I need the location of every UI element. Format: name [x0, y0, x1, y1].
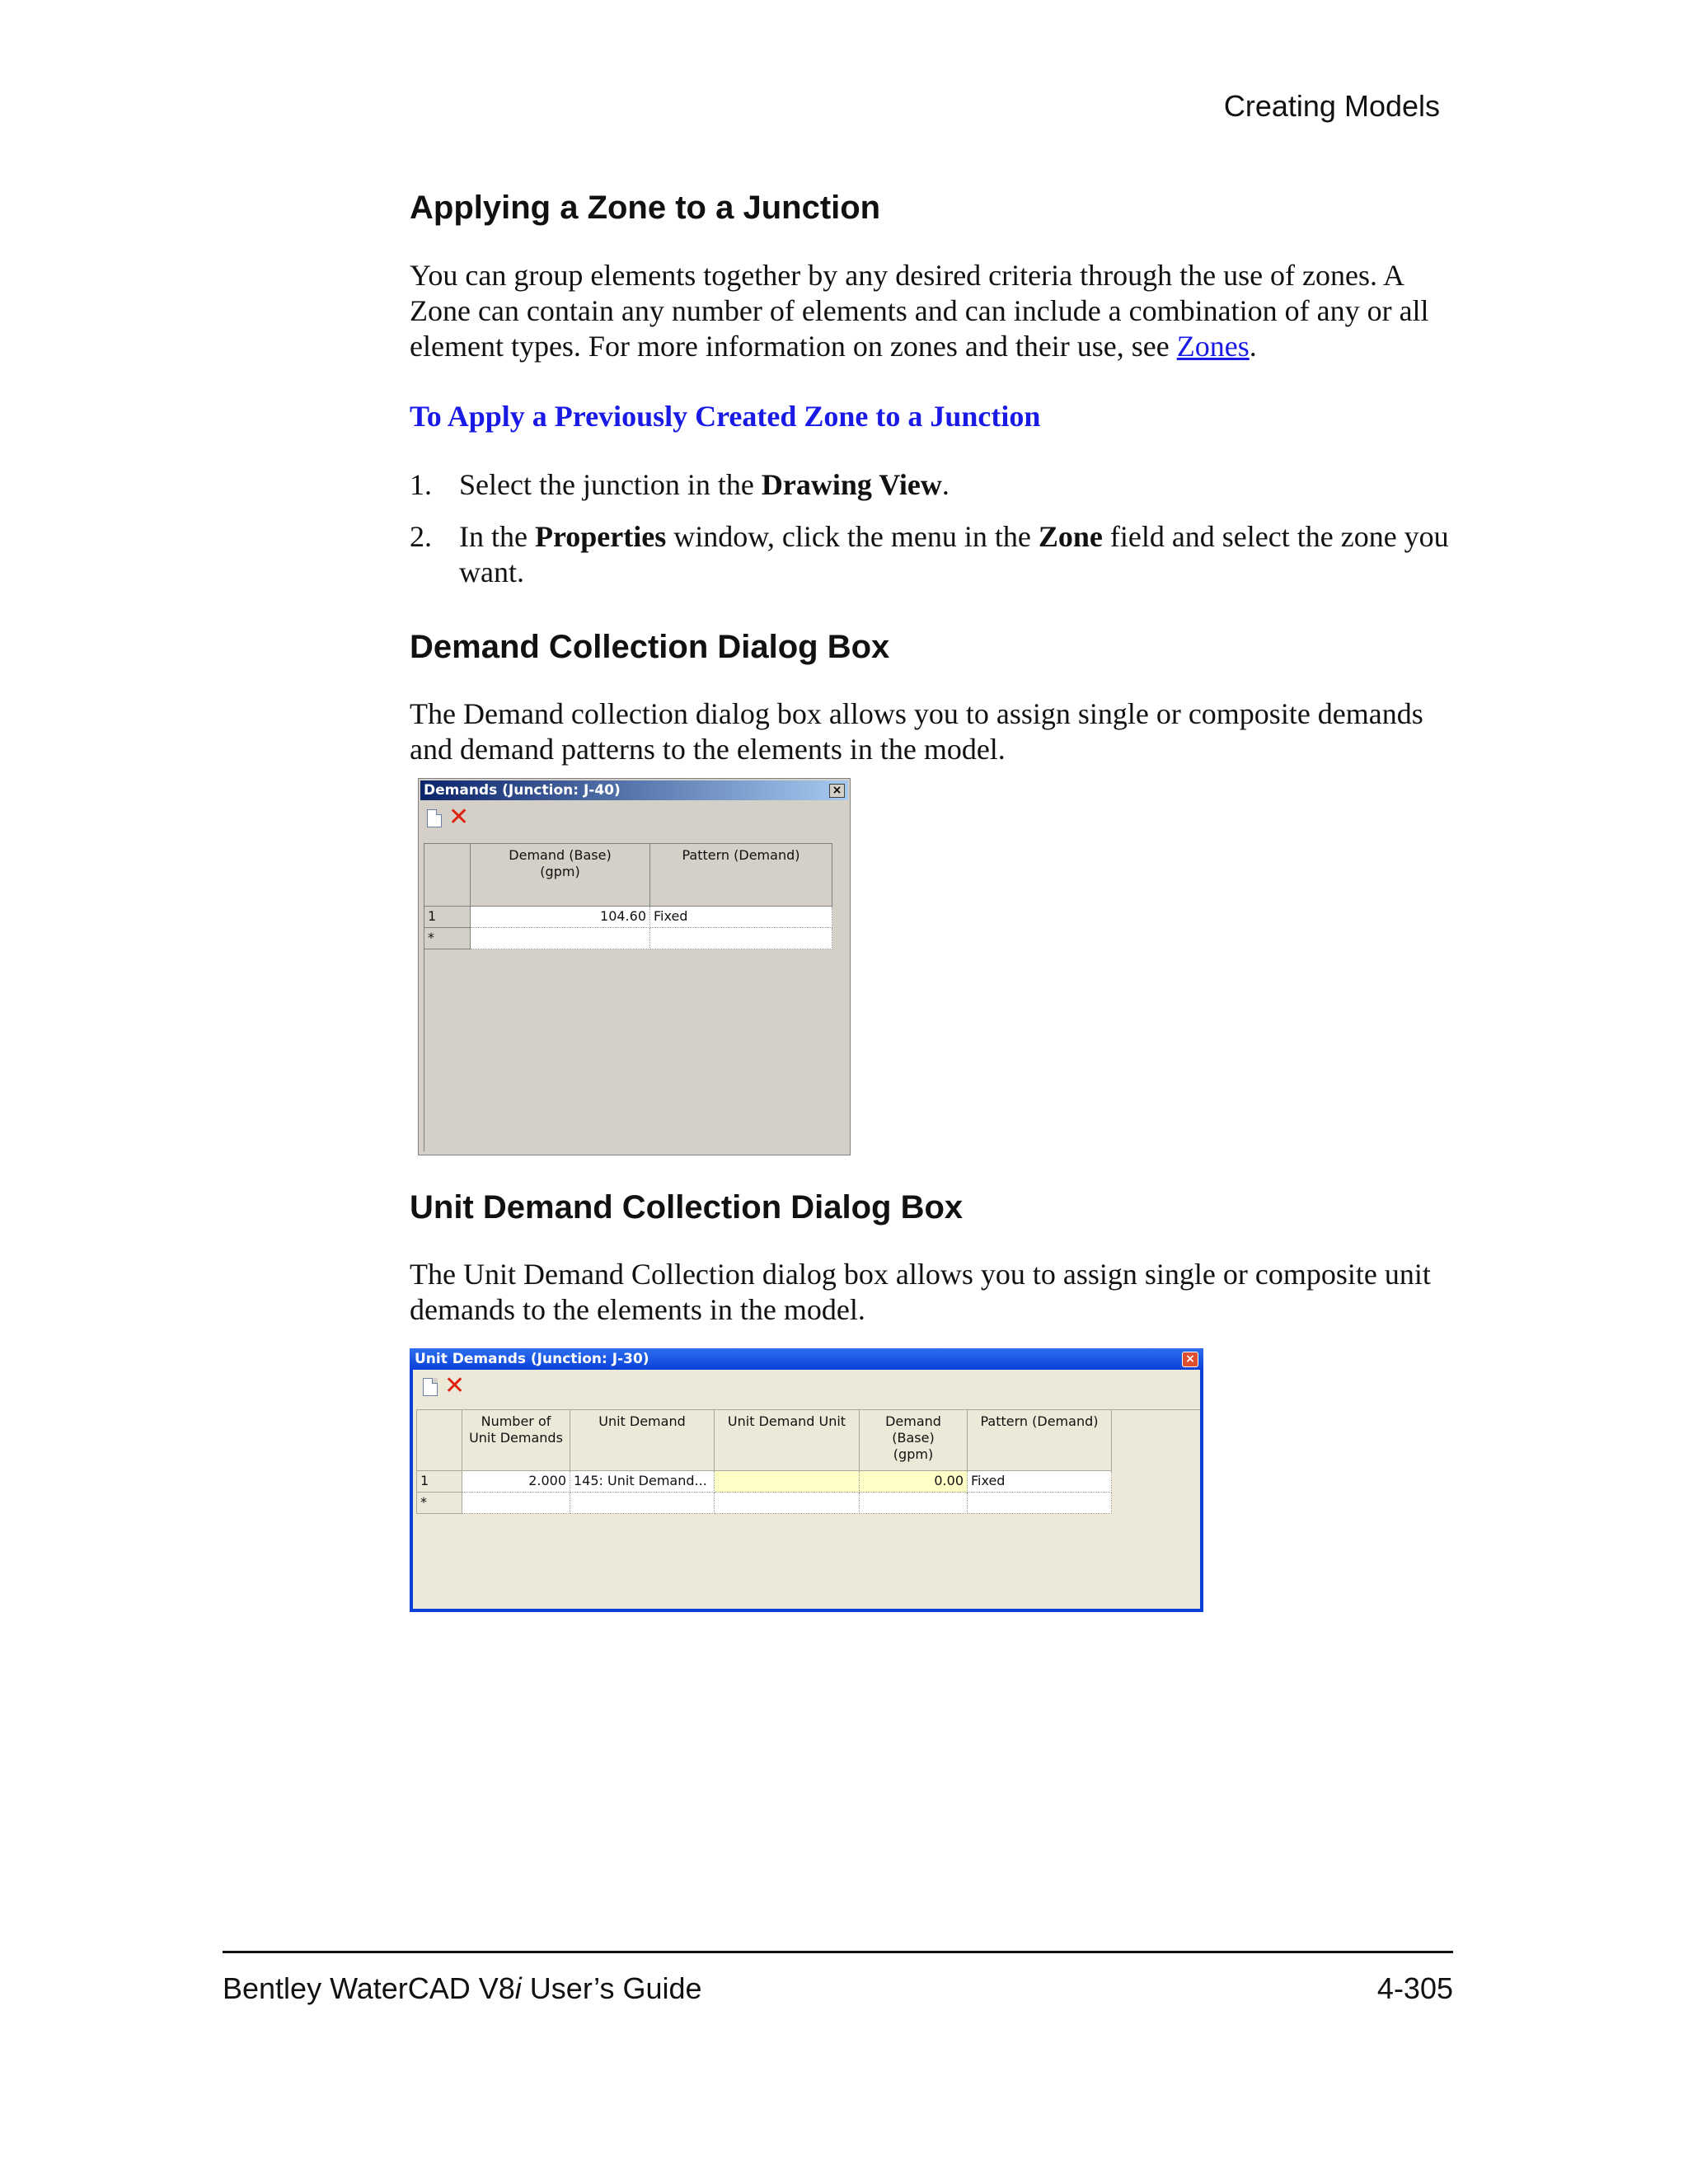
footer-title-part: User’s Guide	[521, 1971, 702, 2005]
section-heading-zone: Applying a Zone to a Junction	[410, 190, 881, 226]
demand-base-cell[interactable]: 104.60	[471, 907, 650, 928]
pattern-cell[interactable]: Fixed	[650, 907, 832, 928]
unit-demand-cell[interactable]: 145: Unit Demand...	[570, 1471, 715, 1493]
section-heading-unit-demand: Unit Demand Collection Dialog Box	[410, 1189, 964, 1226]
column-header-demand-base[interactable]: Demand (Base) (gpm)	[860, 1410, 968, 1471]
column-header-demand-base[interactable]: Demand (Base) (gpm)	[471, 843, 650, 907]
step-ui-term: Drawing View	[761, 468, 942, 501]
delete-x-icon[interactable]: ✕	[444, 1371, 466, 1400]
demands-dialog	[418, 778, 851, 1155]
step-text-part: field and select the zone you want.	[459, 520, 1449, 588]
column-header-pattern[interactable]: Pattern (Demand)	[650, 843, 832, 907]
section-heading-demand: Demand Collection Dialog Box	[410, 629, 890, 665]
zone-intro-text: You can group elements together by any desired criteria through the use of zones. A Zone can contain any number of elements and can include a combination of any or all element types. For more information on zones and their use, see	[410, 259, 1429, 363]
unit-demands-dialog	[410, 1348, 1203, 1612]
demands-grid	[424, 843, 846, 1151]
column-header-unit-demand-unit[interactable]: Unit Demand Unit	[715, 1410, 860, 1471]
step-ui-term: Properties	[534, 520, 667, 553]
step-number: 2.	[410, 520, 432, 553]
grid-corner	[416, 1410, 462, 1471]
number-of-unit-demands-cell[interactable]: 2.000	[462, 1471, 570, 1493]
new-document-icon[interactable]	[423, 1378, 438, 1396]
demand-intro-paragraph: The Demand collection dialog box allows you to assign single or composite demands and demand patterns to the elements in the model.	[410, 697, 1423, 766]
pattern-cell[interactable]	[968, 1493, 1112, 1514]
footer-title-part: Bentley WaterCAD V8	[223, 1971, 515, 2005]
step-text-part: .	[941, 468, 950, 501]
step-text	[459, 467, 1456, 503]
page-number: 4-305	[1376, 1971, 1453, 2005]
footer-title-italic: i	[514, 1971, 522, 2005]
demand-base-cell: 0.00	[860, 1471, 968, 1493]
dialog-title-bar[interactable]	[420, 780, 848, 800]
running-head: Creating Models	[1223, 89, 1440, 123]
pattern-cell[interactable]	[650, 928, 832, 949]
unit-demand-intro-paragraph: The Unit Demand Collection dialog box allows you to assign single or composite unit demands to the elements in the model.	[410, 1258, 1431, 1326]
column-header-pattern[interactable]: Pattern (Demand)	[968, 1410, 1112, 1471]
unit-demand-cell[interactable]	[570, 1493, 715, 1514]
new-document-icon[interactable]	[427, 809, 442, 827]
close-icon[interactable]: ×	[1182, 1352, 1198, 1367]
dialog-title: Demands (Junction: J-40)	[424, 782, 621, 799]
new-row-header[interactable]: *	[424, 928, 471, 949]
pattern-cell[interactable]: Fixed	[968, 1471, 1112, 1493]
unit-demand-unit-cell	[715, 1471, 860, 1493]
footer-rule	[223, 1951, 1453, 1953]
step-text-part: window, click the menu in the	[666, 520, 1039, 553]
number-of-unit-demands-cell[interactable]	[462, 1493, 570, 1514]
grid-corner	[424, 843, 471, 907]
dialog-body	[413, 1370, 1200, 1609]
column-header-unit-demand[interactable]: Unit Demand	[570, 1410, 715, 1471]
dialog-title-bar[interactable]	[410, 1348, 1203, 1370]
demand-base-cell[interactable]	[860, 1493, 968, 1514]
step-ui-term: Zone	[1038, 520, 1103, 553]
delete-x-icon[interactable]: ✕	[448, 803, 470, 832]
unit-demands-grid	[416, 1409, 1200, 1609]
row-header[interactable]: 1	[416, 1471, 462, 1493]
zone-intro-end: .	[1249, 330, 1257, 363]
column-header-number-of-unit-demands[interactable]: Number of Unit Demands	[462, 1410, 570, 1471]
dialog-title: Unit Demands (Junction: J-30)	[415, 1351, 649, 1367]
close-icon[interactable]: ×	[829, 784, 845, 798]
step-text-part: Select the junction in the	[459, 468, 762, 501]
row-header[interactable]: 1	[424, 907, 471, 928]
unit-demand-unit-cell[interactable]	[715, 1493, 860, 1514]
step-number: 1.	[410, 468, 432, 501]
zones-link[interactable]: Zones	[1176, 330, 1250, 363]
procedure-title: To Apply a Previously Created Zone to a Junction	[410, 400, 1041, 433]
new-row-header[interactable]: *	[416, 1493, 462, 1514]
footer-guide-title	[223, 1971, 702, 2006]
zone-intro-paragraph	[410, 258, 1456, 364]
step-text-part: In the	[459, 520, 535, 553]
demand-base-cell[interactable]	[471, 928, 650, 949]
step-text	[459, 519, 1456, 590]
